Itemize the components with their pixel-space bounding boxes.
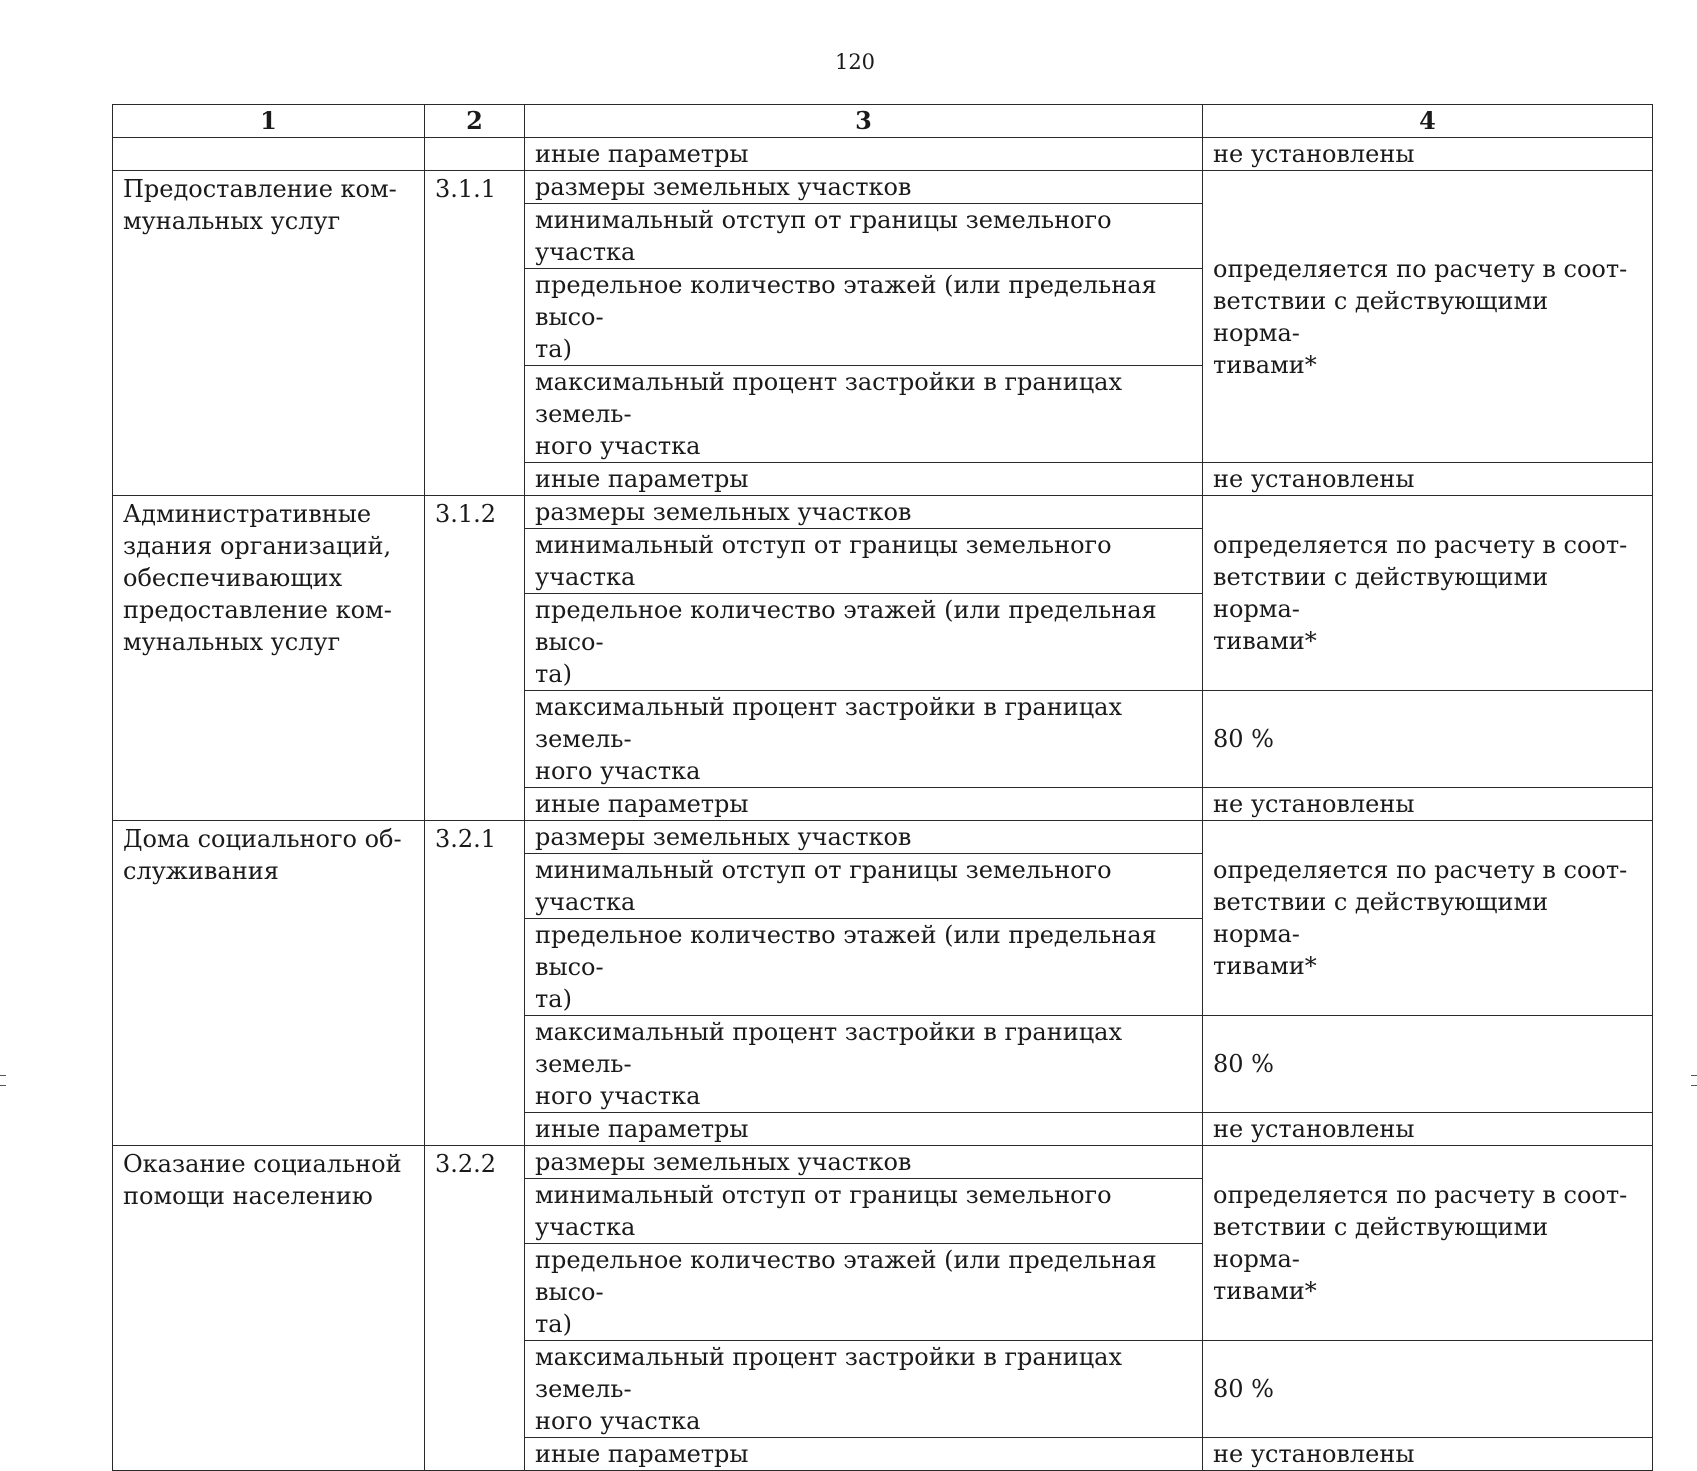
- param-cell: минимальный отступ от границы земельного участка: [525, 854, 1203, 919]
- param-cell: размеры земельных участков: [525, 821, 1203, 854]
- table-row: [113, 496, 1653, 529]
- other-value-cell: не установлены: [1203, 1113, 1653, 1146]
- table-row: [113, 1146, 1653, 1179]
- column-header-2: 2: [425, 105, 525, 138]
- column-header-4: 4: [1203, 105, 1653, 138]
- param-cell: минимальный отступ от границы земельного участка: [525, 529, 1203, 594]
- use-name-cell: Предоставление ком- мунальных услуг: [113, 171, 425, 496]
- calc-value-cell: определяется по расчету в соот- ветствии с действующими норма- тивами*: [1203, 171, 1653, 463]
- other-value-cell: не установлены: [1203, 1438, 1653, 1471]
- margin-mark: [0, 1075, 6, 1086]
- param-cell: иные параметры: [525, 463, 1203, 496]
- param-cell: предельное количество этажей (или предельная высо- та): [525, 919, 1203, 1016]
- param-cell: размеры земельных участков: [525, 496, 1203, 529]
- calc-value-cell: определяется по расчету в соот- ветствии с действующими норма- тивами*: [1203, 821, 1653, 1016]
- percent-value-cell: 80 %: [1203, 1341, 1653, 1438]
- use-code-cell: 3.2.1: [425, 821, 525, 1146]
- percent-value-cell: 80 %: [1203, 1016, 1653, 1113]
- percent-value-cell: 80 %: [1203, 691, 1653, 788]
- margin-mark: [1691, 1075, 1697, 1086]
- param-cell: иные параметры: [525, 138, 1203, 171]
- table-row: [113, 171, 1653, 204]
- param-cell: иные параметры: [525, 1113, 1203, 1146]
- use-code-cell: 3.2.2: [425, 1146, 525, 1471]
- table-header-row: [113, 105, 1653, 138]
- param-cell: предельное количество этажей (или предельная высо- та): [525, 1244, 1203, 1341]
- param-cell: предельное количество этажей (или предельная высо- та): [525, 594, 1203, 691]
- param-cell: максимальный процент застройки в границах земель- ного участка: [525, 1016, 1203, 1113]
- calc-value-cell: определяется по расчету в соот- ветствии с действующими норма- тивами*: [1203, 1146, 1653, 1341]
- param-cell: минимальный отступ от границы земельного участка: [525, 204, 1203, 269]
- use-name-cell: Административные здания организаций, обеспечивающих предоставление ком- мунальных услуг: [113, 496, 425, 821]
- param-cell: минимальный отступ от границы земельного участка: [525, 1179, 1203, 1244]
- column-header-3: 3: [525, 105, 1203, 138]
- use-name-cell: Дома социального об- служивания: [113, 821, 425, 1146]
- use-cell: [113, 138, 425, 171]
- use-code-cell: 3.1.1: [425, 171, 525, 496]
- code-cell: [425, 138, 525, 171]
- use-code-cell: 3.1.2: [425, 496, 525, 821]
- param-cell: максимальный процент застройки в границах земель- ного участка: [525, 691, 1203, 788]
- other-value-cell: не установлены: [1203, 788, 1653, 821]
- value-cell: не установлены: [1203, 138, 1653, 171]
- column-header-1: 1: [113, 105, 425, 138]
- param-cell: предельное количество этажей (или предельная высо- та): [525, 269, 1203, 366]
- param-cell: иные параметры: [525, 1438, 1203, 1471]
- param-cell: иные параметры: [525, 788, 1203, 821]
- param-cell: размеры земельных участков: [525, 171, 1203, 204]
- land-use-parameters-table: [112, 104, 1653, 1471]
- param-cell: максимальный процент застройки в границах земель- ного участка: [525, 366, 1203, 463]
- calc-value-cell: определяется по расчету в соот- ветствии с действующими норма- тивами*: [1203, 496, 1653, 691]
- param-cell: размеры земельных участков: [525, 1146, 1203, 1179]
- use-name-cell: Оказание социальной помощи населению: [113, 1146, 425, 1471]
- page-number: 120: [834, 50, 876, 74]
- other-value-cell: не установлены: [1203, 463, 1653, 496]
- table-row: [113, 138, 1653, 171]
- param-cell: максимальный процент застройки в границах земель- ного участка: [525, 1341, 1203, 1438]
- table-row: [113, 821, 1653, 854]
